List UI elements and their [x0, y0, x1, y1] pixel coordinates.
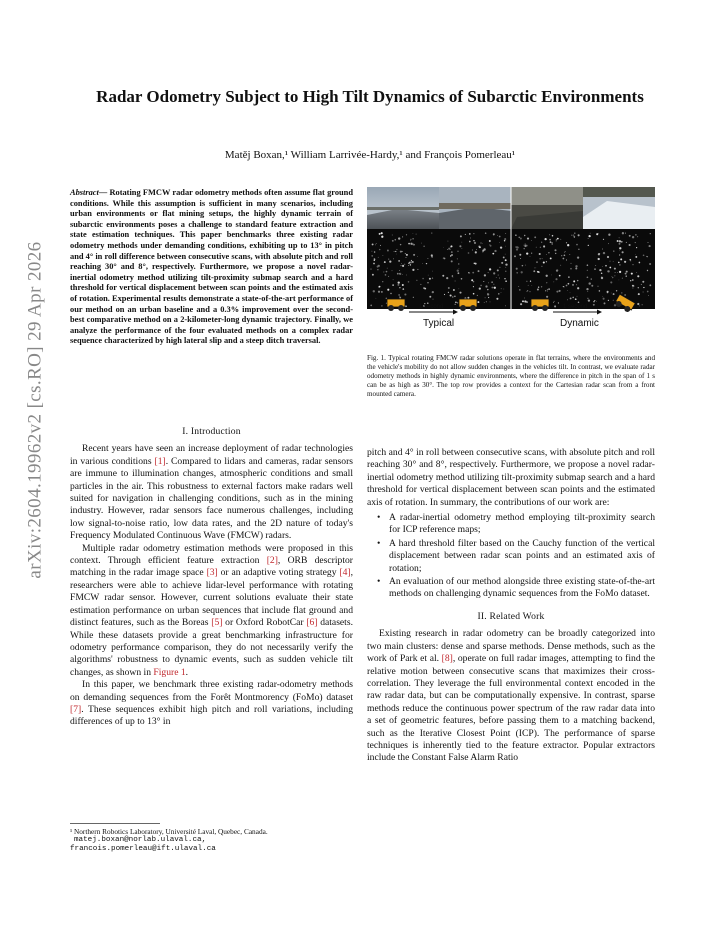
one-second-label: 1 second	[563, 304, 588, 310]
citation-link[interactable]: [4]	[339, 567, 351, 579]
email-link[interactable]: francois.pomerleau@ift.ulaval.ca	[70, 845, 216, 854]
footnote-affiliation: ¹ Northern Robotics Laboratory, Université Laval, Quebec, Canada.	[70, 827, 268, 836]
citation-link[interactable]: [3]	[206, 567, 218, 579]
typical-label: Typical	[423, 318, 455, 329]
paper-authors: Matěj Boxan,¹ William Larrivée-Hardy,¹ and François Pomerleau¹	[224, 149, 516, 161]
abstract-label: Abstract—	[70, 188, 108, 197]
contributions-list	[367, 512, 655, 601]
figure-1-image	[367, 187, 655, 333]
camera-frame-4	[583, 187, 655, 229]
footnote-rule	[70, 823, 160, 824]
one-second-label: 1 second	[419, 304, 444, 310]
abstract-text: Rotating FMCW radar odometry methods often assume flat ground conditions. While this assumption is sufficient in many scenarios, including urban environments or flat mining setups, the highly dynamic terrain of subarctic environments poses a challenge to standard feature extraction and state estimation techniques. This paper benchmarks three existing radar odometry methods under demanding conditions, exhibiting up to 13° in pitch and 4° in roll difference between consecutive scans, with absolute pitch and roll reaching 30° and 8°, respectively. Furthermore, we propose a novel radar-inertial odometry method utilizing tilt-proximity submap search and a hard threshold for vertical displacement between scan points and the estimated axis of rotation. Experimental results demonstrate a state-of-the-art performance of our method on an urban baseline and a 0.3% improvement over the second-best comparative method on a 2-kilometer-long dynamic trajectory. Finally, we analyze the performance of the four evaluated methods on a complex radar sequence characterized by high lateral slip and a steep ditch traversal.	[70, 188, 353, 346]
camera-frame-3	[511, 187, 583, 229]
arxiv-id: arXiv:2604.19962v2 [cs.RO] 29 Apr 2026	[25, 241, 46, 579]
intro-paragraph-1: Recent years have seen an increase deployment of radar technologies in various conditions [1]. Compared to lidars and cameras, radar sensors are immune to illumination changes, atmospheric conditions and small particles in the air. This robustness to external factors make radars well suited for navigation in challenging conditions, such as in the mining industry. However, radar sensors face numerous challenges, including low signal-to-noise ratio, low data rates, and the 2D nature of today's Frequency Modulated Continuous Wave (FMCW) radars.	[70, 443, 354, 542]
citation-link[interactable]: [7]	[70, 703, 82, 715]
citation-link[interactable]: [8]	[441, 653, 453, 665]
list-item: • An evaluation of our method alongside three existing state-of-the-art methods on challenging dynamic sequences from the FoMo dataset.	[389, 576, 655, 601]
citation-link[interactable]: [1]	[154, 455, 166, 467]
footnote	[70, 827, 353, 855]
related-work-paragraph: Existing research in radar odometry can be broadly categorized into two main clusters: dense and sparse methods. Dense methods, such as the work of Park et al. [8], operate on full radar images, attempting to find the relative motion between consecutive scans that maximizes their cross-correlation. They leverage the full environmental context encoded in the raw radar data, but can be computationally expensive. In contrast, sparse methods reduce the continuous power spectrum of the raw radar data into a set of geometric features, before passing them to a matching backend, such as the Iterative Closest Point (ICP). The performance of sparse techniques is inherently tied to the feature extractor. Popular extractors include the Constant False Alarm Ratio	[367, 628, 655, 764]
citation-link[interactable]: [6]	[306, 617, 318, 629]
arxiv-sidebar	[22, 160, 50, 660]
figure-link[interactable]: Figure 1	[153, 666, 186, 678]
figure-1-caption: Fig. 1. Typical rotating FMCW radar solutions operate in flat terrains, where the environments and the vehicle's mobility do not allow sudden changes in the vehicles tilt. In contrast, we evaluate radar odometry methods in highly dynamic environments, where the difference in pitch in the span of 1 s can be as high as 30°. The top row provides a context for the Cartesian radar scan from a front mounted camera.	[367, 354, 655, 398]
citation-link[interactable]: [2]	[266, 555, 278, 567]
camera-frame-1	[367, 187, 439, 229]
list-item: • A hard threshold filter based on the Cauchy function of the vertical displacement between radar scan points and an estimated axis of rotation;	[389, 538, 655, 575]
section-heading-related-work: II. Related Work	[477, 610, 545, 622]
intro-paragraph-3: In this paper, we benchmark three existing radar-odometry methods on demanding sequences from the Forêt Montmorency (FoMo) dataset [7]. These sequences exhibit high pitch and roll variations, including differences of up to 13° in	[70, 679, 353, 728]
continued-paragraph: pitch and 4° in roll between consecutive scans, with absolute pitch and roll reaching 30° and 8°, respectively. Furthermore, we propose a novel radar-inertial odometry method utilizing tilt-proximity submap search and a hard threshold for vertical displacement between scan points and the estimated axis of rotation. In summary, the contributions of our work are:	[367, 447, 655, 508]
abstract	[70, 188, 353, 347]
camera-frame-2	[439, 187, 511, 229]
list-item: • A radar-inertial odometry method employing tilt-proximity search for ICP reference maps;	[389, 512, 655, 537]
intro-paragraph-2: Multiple radar odometry estimation methods were proposed in this context. Through efficient feature extraction [2], ORB descriptor matching in the radar image space [3] or an adaptive voting strategy [4], researchers were able to achieve lidar-level performance with rotating FMCW radar sensor. However, current solutions evaluate their state estimation performance on urban sequences that include flat ground and distinct features, such as the Boreas [5] or Oxford RobotCar [6] datasets. While these datasets provide a great benchmarking infrastructure for odometry performance comparison, they do not necessarily verify the algorithms' robustness to dynamic events, such as sudden vehicle tilt changes, as shown in Figure 1.	[70, 542, 353, 678]
citation-link[interactable]: [5]	[211, 617, 223, 629]
paper-title: Radar Odometry Subject to High Tilt Dynamics of Subarctic Environments	[96, 87, 644, 106]
figure-1-composite	[367, 187, 655, 333]
email-link[interactable]: matej.boxan@norlab.ulaval.ca,	[74, 836, 207, 845]
right-column	[367, 447, 655, 765]
dynamic-label: Dynamic	[560, 318, 599, 329]
left-column	[70, 420, 353, 729]
section-heading-intro: I. Introduction	[182, 426, 241, 437]
